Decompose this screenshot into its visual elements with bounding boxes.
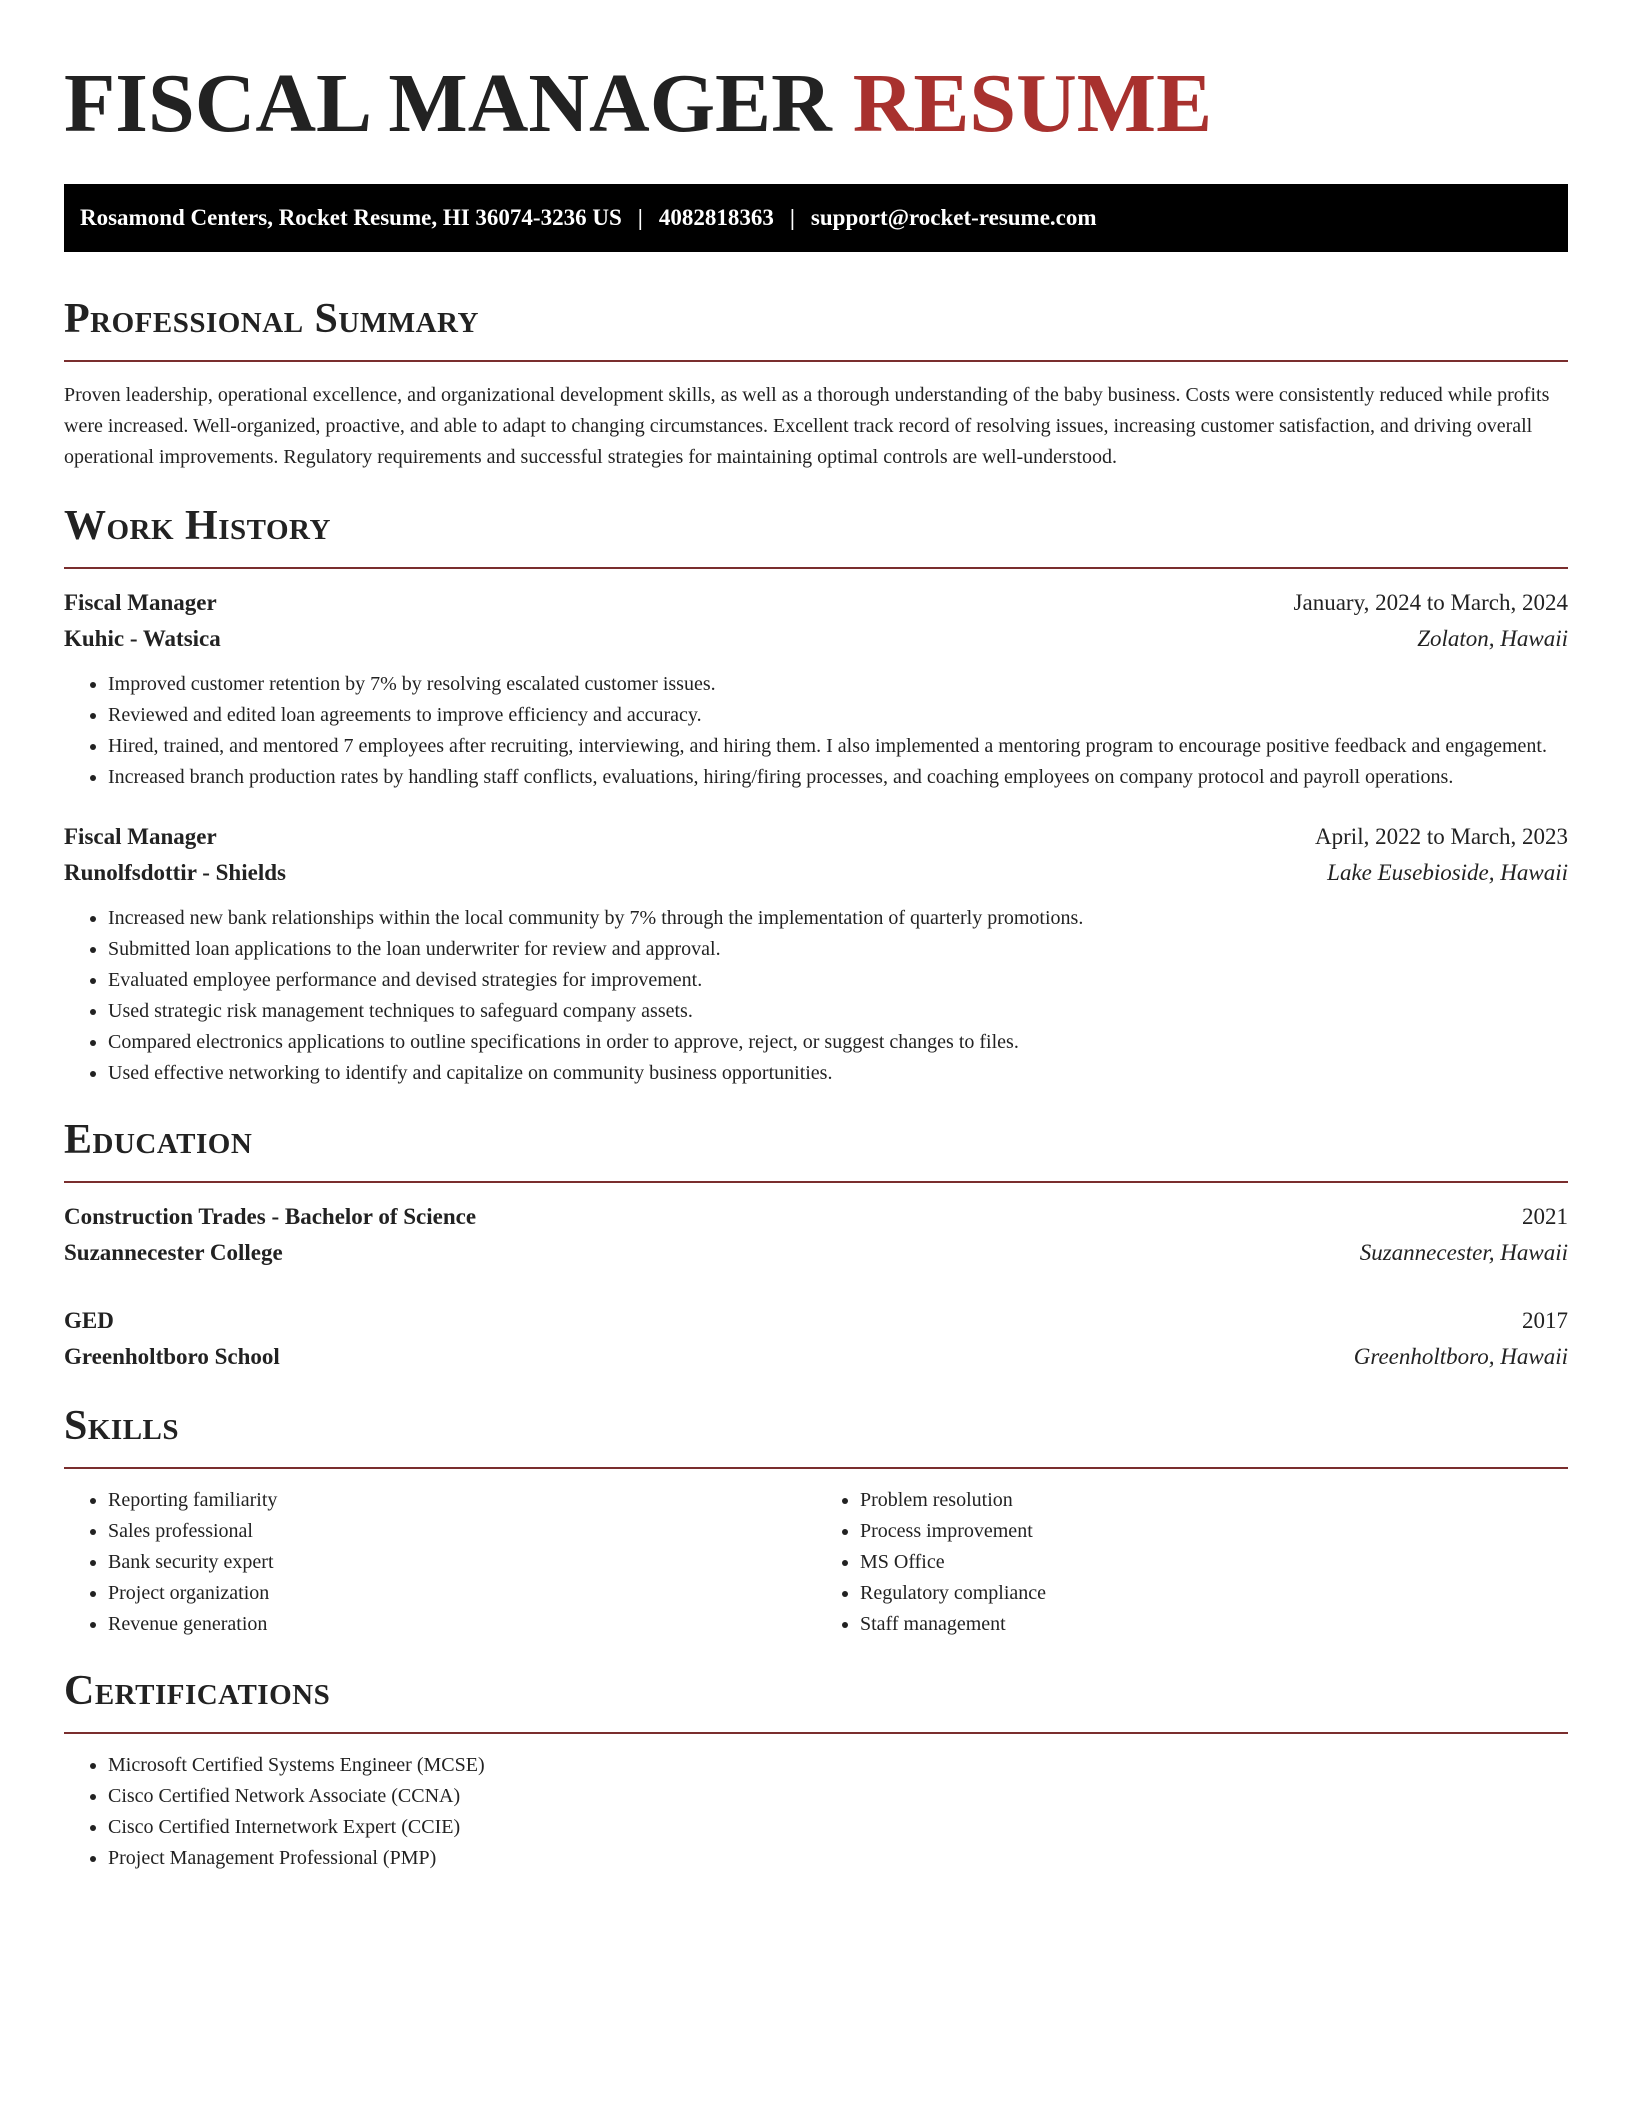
list-item: • Used strategic risk management techniques to safeguard company assets. xyxy=(108,996,1568,1027)
title-accent: RESUME xyxy=(852,57,1213,150)
list-item: • Cisco Certified Network Associate (CCNA) xyxy=(108,1781,1568,1812)
section-heading: Skills xyxy=(64,1403,180,1449)
section-divider xyxy=(64,1467,1568,1469)
list-item: • Compared electronics applications to outline specifications in order to approve, reject, or suggest changes to files. xyxy=(108,1027,1568,1058)
summary-text: Proven leadership, operational excellence, and organizational development skills, as well as a thorough understanding of the baby business. Costs were consistently reduced while profits were increased. Well-organized, proactive, and able to adapt to changing circumstances. Excellent track record of resolving issues, increasing customer satisfaction, and driving overall operational improvements. Regulatory requirements and successful strategies for maintaining optimal controls are well-understood. xyxy=(64,384,1550,468)
list-item: • MS Office xyxy=(860,1547,1568,1578)
list-item: • Reporting familiarity xyxy=(108,1485,816,1516)
job-company: Kuhic - Watsica xyxy=(64,626,221,651)
list-item: • Used effective networking to identify and capitalize on community business opportunities. xyxy=(108,1058,1568,1089)
section-heading: Education xyxy=(64,1117,253,1163)
school-name: Suzannecester College xyxy=(64,1240,283,1265)
list-item: • Hired, trained, and mentored 7 employees after recruiting, interviewing, and hiring them. I also implemented a mentoring program to encourage positive feedback and engagement. xyxy=(108,731,1568,762)
section-divider xyxy=(64,567,1568,569)
school-location: Suzannecester, Hawaii xyxy=(1359,1240,1568,1265)
skills-column-right xyxy=(816,1485,1568,1640)
job-bullets xyxy=(64,669,1568,793)
title-main: FISCAL MANAGER xyxy=(64,57,832,150)
degree: Construction Trades - Bachelor of Science xyxy=(64,1204,477,1229)
job-location: Lake Eusebioside, Hawaii xyxy=(1327,860,1568,885)
list-item: • Staff management xyxy=(860,1609,1568,1640)
contact-separator: | xyxy=(789,205,795,230)
contact-bar xyxy=(64,184,1568,252)
list-item: • Submitted loan applications to the loan underwriter for review and approval. xyxy=(108,934,1568,965)
work-history-section xyxy=(64,501,1568,1089)
section-divider xyxy=(64,1732,1568,1734)
section-divider xyxy=(64,1181,1568,1183)
job-entry xyxy=(64,585,1568,793)
list-item: • Bank security expert xyxy=(108,1547,816,1578)
skills-grid xyxy=(64,1485,1568,1640)
job-dates: January, 2024 to March, 2024 xyxy=(1293,590,1568,615)
job-location: Zolaton, Hawaii xyxy=(1417,626,1568,651)
section-heading: Professional Summary xyxy=(64,296,479,342)
list-item: • Microsoft Certified Systems Engineer (MCSE) xyxy=(108,1750,1568,1781)
certifications-list xyxy=(64,1750,1568,1874)
list-item: • Problem resolution xyxy=(860,1485,1568,1516)
certifications-section xyxy=(64,1666,1568,1874)
contact-separator: | xyxy=(637,205,643,230)
education-entry xyxy=(64,1199,1568,1271)
list-item: • Reviewed and edited loan agreements to improve efficiency and accuracy. xyxy=(108,700,1568,731)
skills-column-left xyxy=(64,1485,816,1640)
degree: GED xyxy=(64,1308,114,1333)
school-location: Greenholtboro, Hawaii xyxy=(1353,1344,1568,1369)
summary-section xyxy=(64,294,1568,473)
contact-phone: 4082818363 xyxy=(658,205,774,230)
job-company: Runolfsdottir - Shields xyxy=(64,860,286,885)
list-item: • Regulatory compliance xyxy=(860,1578,1568,1609)
list-item: • Cisco Certified Internetwork Expert (CCIE) xyxy=(108,1812,1568,1843)
list-item: • Improved customer retention by 7% by resolving escalated customer issues. xyxy=(108,669,1568,700)
school-name: Greenholtboro School xyxy=(64,1344,280,1369)
section-divider xyxy=(64,360,1568,362)
list-item: • Revenue generation xyxy=(108,1609,816,1640)
section-heading: Certifications xyxy=(64,1668,331,1714)
section-heading: Work History xyxy=(64,503,331,549)
skills-section xyxy=(64,1401,1568,1640)
list-item: • Project organization xyxy=(108,1578,816,1609)
job-bullets xyxy=(64,903,1568,1089)
resume-title xyxy=(64,0,1568,152)
contact-email: support@rocket-resume.com xyxy=(810,205,1097,230)
job-entry xyxy=(64,819,1568,1089)
list-item: • Project Management Professional (PMP) xyxy=(108,1843,1568,1874)
contact-address: Rosamond Centers, Rocket Resume, HI 36074-3236 US xyxy=(80,205,622,230)
job-dates: April, 2022 to March, 2023 xyxy=(1315,824,1568,849)
list-item: • Process improvement xyxy=(860,1516,1568,1547)
graduation-year: 2017 xyxy=(1522,1308,1568,1333)
list-item: • Increased new bank relationships within the local community by 7% through the implementation of quarterly promotions. xyxy=(108,903,1568,934)
job-title: Fiscal Manager xyxy=(64,590,217,615)
list-item: • Evaluated employee performance and devised strategies for improvement. xyxy=(108,965,1568,996)
education-entry xyxy=(64,1303,1568,1375)
education-section xyxy=(64,1115,1568,1375)
list-item: • Increased branch production rates by handling staff conflicts, evaluations, hiring/firing processes, and coaching employees on company protocol and payroll operations. xyxy=(108,762,1568,793)
list-item: • Sales professional xyxy=(108,1516,816,1547)
job-title: Fiscal Manager xyxy=(64,824,217,849)
graduation-year: 2021 xyxy=(1522,1204,1568,1229)
